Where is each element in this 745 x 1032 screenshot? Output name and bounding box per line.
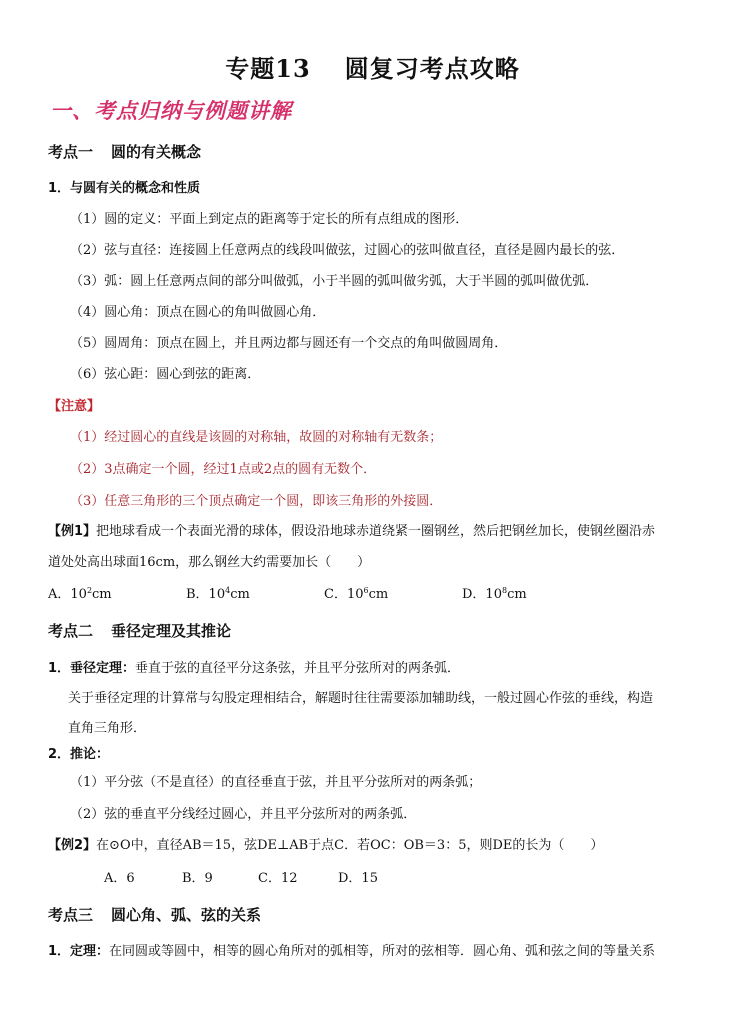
paragraph: 关于垂径定理的计算常与勾股定理相结合，解题时往往需要添加辅助线，一般过圆心作弦的垂线，构造 <box>68 691 654 706</box>
option-base: D．10 <box>462 587 502 602</box>
title-text: 圆复习考点攻略 <box>344 54 520 83</box>
topic-name: 圆心角、弧、弦的关系 <box>111 906 262 924</box>
option-unit: cm <box>230 587 250 602</box>
example-1 <box>48 523 655 541</box>
option-d <box>462 586 527 604</box>
example-2 <box>48 837 603 855</box>
subheading: 2．推论： <box>48 747 110 762</box>
option-unit: cm <box>507 587 527 602</box>
example-label: 【例1】 <box>48 524 97 539</box>
list-item: （4）圆心角：顶点在圆心的角叫做圆心角． <box>70 305 326 320</box>
option-b <box>186 586 250 604</box>
list-item: （6）弦心距：圆心到弦的距离． <box>70 367 261 382</box>
option-b: B．9 <box>182 871 213 886</box>
theorem-text: 垂直于弦的直径平分这条弦，并且平分弦所对的两条弧． <box>135 661 461 676</box>
note-item: （2）3点确定一个圆，经过1点或2点的圆有无数个． <box>70 462 377 477</box>
theorem-line <box>48 660 460 678</box>
option-base: A．10 <box>48 587 87 602</box>
option-c: C．12 <box>258 871 298 886</box>
topic-heading-2 <box>48 620 231 642</box>
title-number: 专题13 <box>225 54 311 83</box>
theorem-head: 1．垂径定理： <box>48 661 136 676</box>
paragraph: 直角三角形． <box>68 721 147 736</box>
note-item: （1）经过圆心的直线是该圆的对称轴，故圆的对称轴有无数条； <box>70 430 443 445</box>
option-exp: 2 <box>86 586 93 595</box>
option-a <box>48 586 112 604</box>
theorem-text: 在同圆或等圆中，相等的圆心角所对的弧相等，所对的弦相等．圆心角、弧和弦之间的等量关系 <box>109 944 656 959</box>
topic-name: 垂径定理及其推论 <box>111 622 232 640</box>
option-c <box>324 586 388 604</box>
theorem-head: 1．定理： <box>48 944 110 959</box>
example-label: 【例2】 <box>48 838 97 853</box>
list-item: （5）圆周角：顶点在圆上，并且两边都与圆还有一个交点的角叫做圆周角． <box>70 336 508 351</box>
list-item: （2）弦与直径：连接圆上任意两点的线段叫做弦，过圆心的弦叫做直径，直径是圆内最长的弦． <box>70 243 625 258</box>
page-title <box>0 52 745 86</box>
option-base: C．10 <box>324 587 364 602</box>
theorem-line <box>48 943 655 961</box>
example-text: 在⊙O中，直径AB＝15，弦DE⊥AB于点C．若OC：OB＝3：5，则DE的长为（ ） <box>96 838 604 853</box>
option-exp: 8 <box>501 586 508 595</box>
option-d: D．15 <box>338 871 378 886</box>
section-heading: 一、考点归纳与例题讲解 <box>50 99 292 123</box>
topic-heading-3 <box>48 904 261 926</box>
note-label: 【注意】 <box>48 399 101 414</box>
list-item: （2）弦的垂直平分线经过圆心，并且平分弦所对的两条弧． <box>70 807 417 822</box>
list-item: （1）平分弦（不是直径）的直径垂直于弦，并且平分弦所对的两条弧； <box>70 775 482 790</box>
topic-label: 考点一 <box>48 143 94 161</box>
topic-name: 圆的有关概念 <box>111 143 202 161</box>
option-unit: cm <box>368 587 389 602</box>
note-item: （3）任意三角形的三个顶点确定一个圆，即该三角形的外接圆． <box>70 494 443 509</box>
option-unit: cm <box>92 587 112 602</box>
subheading: 1．与圆有关的概念和性质 <box>48 181 201 196</box>
topic-label: 考点三 <box>48 906 94 924</box>
option-exp: 4 <box>225 586 231 595</box>
option-base: B．10 <box>186 587 226 602</box>
option-exp: 6 <box>363 586 369 595</box>
example-1-cont: 道处处高出球面16cm，那么钢丝大约需要加长（ ） <box>48 555 371 570</box>
example-text: 把地球看成一个表面光滑的球体，假设沿地球赤道绕紧一圈钢丝，然后把钢丝加长，使钢丝圈沿赤 <box>96 524 656 539</box>
option-a: A．6 <box>104 871 135 886</box>
topic-label: 考点二 <box>48 622 94 640</box>
topic-heading-1 <box>48 141 201 163</box>
list-item: （3）弧：圆上任意两点间的部分叫做弧，小于半圆的弧叫做劣弧，大于半圆的弧叫做优弧． <box>70 274 599 289</box>
list-item: （1）圆的定义：平面上到定点的距离等于定长的所有点组成的图形． <box>70 212 469 227</box>
